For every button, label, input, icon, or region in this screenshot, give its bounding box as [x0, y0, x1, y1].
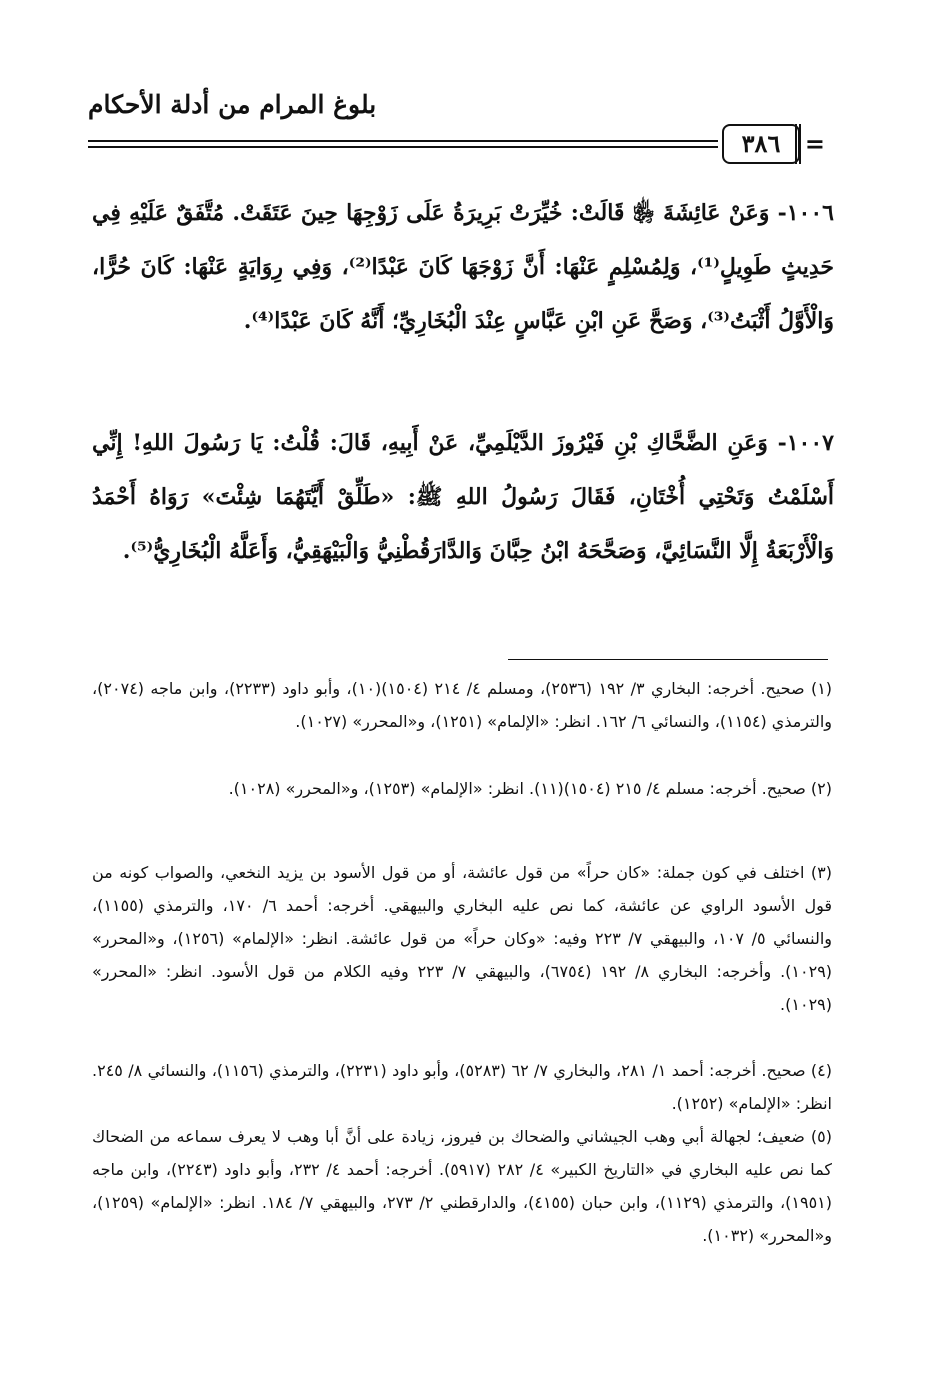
- page-number: ٣٨٦: [722, 124, 800, 164]
- footnote-2: (٢) صحيح. أخرجه: مسلم ٤/ ٢١٥ (١٥٠٤)(١١). انظر: «الإلمام» (١٢٥٣)، و«المحرر» (١٠٢٨).: [228, 779, 832, 798]
- footnote-3: (٣) اختلف في كون جملة: «كان حراً» من قول عائشة، أو من قول الأسود بن يزيد النخعي، والصواب كونه من قول الأسود الراوي عن عائشة، كما نص عليه البخاري والبيهقي. أخرجه: أحمد ٦/ ١٧٠، والترمذي (١١٥٥)، والنسائي ٥/ ١٠٧، والبيهقي ٧/ ٢٢٣ وفيه: «وكان حراً» من قول عائشة. انظر: «الإلمام» (١٢٥٦)، و«المحرر» (١٠٢٩). وأخرجه: البخاري ٨/ ١٩٢ (٦٧٥٤)، والبيهقي ٧/ ٢٢٣ وفيه الكلام من قول الأسود. انظر: «المحرر» (١٠٢٩).: [92, 863, 833, 1014]
- hadith-1006: ١٠٠٦- وَعَنْ عَائِشَةَ ﵂ قَالَتْ: خُيِّرَتْ بَرِيرَةُ عَلَى زَوْجِهَا حِينَ عَتَقَتْ. مُتَّفَقٌ عَلَيْهِ فِي حَدِيثٍ طَوِيلٍ⁽¹⁾، وَلِمُسْلِمٍ عَنْهَا: أَنَّ زَوْجَهَا كَانَ عَبْدًا⁽²⁾، وَفِي رِوَايَةٍ عَنْهَا: كَانَ حُرًّا، وَالْأَوَّلُ أَثْبَتُ⁽³⁾، وَصَحَّ عَنِ ابْنِ عَبَّاسٍ عِنْدَ الْبُخَارِيِّ؛ أَنَّهُ كَانَ عَبْدًا⁽⁴⁾.: [92, 200, 834, 334]
- footnote-5: (٥) ضعيف؛ لجهالة أبي وهب الجيشاني والضحاك بن فيروز، زيادة على أنَّ أبا وهب لا يعرف سماعه من الضحاك كما نص عليه البخاري في «التاريخ الكبير» ٤/ ٢٨٢ (٥٩١٧). أخرجه: أحمد ٤/ ٢٣٢، وأبو داود (٢٢٤٣)، وابن ماجه (١٩٥١)، والترمذي (١١٢٩)، وابن حبان (٤١٥٥)، والدارقطني ٢/ ٢٧٣، والبيهقي ٧/ ١٨٤. انظر: «الإلمام» (١٢٥٩)، و«المحرر» (١٠٣٢).: [92, 1127, 833, 1245]
- page-number-marker: =: [804, 129, 825, 158]
- hadith-1007: ١٠٠٧- وَعَنِ الضَّحَّاكِ بْنِ فَيْرُوزَ الدَّيْلَمِيِّ، عَنْ أَبِيهِ، قَالَ: قُلْتُ: يَا رَسُولَ اللهِ! إِنِّي أَسْلَمْتُ وَتَحْتِي أُخْتَانِ، فَقَالَ رَسُولُ اللهِ ﷺ: «طَلِّقْ أَيَّتَهُمَا شِئْتَ» رَوَاهُ أَحْمَدُ وَالْأَرْبَعَةُ إِلَّا النَّسَائِيَّ، وَصَحَّحَهُ ابْنُ حِبَّانَ وَالدَّارَقُطْنِيُّ وَالْبَيْهَقِيُّ، وَأَعَلَّهُ الْبُخَارِيُّ⁽⁵⁾.: [92, 430, 834, 564]
- header-rule-top: [88, 140, 718, 142]
- footnote-divider: [508, 659, 828, 660]
- footnote-4: (٤) صحيح. أخرجه: أحمد ١/ ٢٨١، والبخاري ٧/ ٦٢ (٥٢٨٣)، وأبو داود (٢٢٣١)، والترمذي (١١٥٦)، والنسائي ٨/ ٢٤٥. انظر: «الإلمام» (١٢٥٢).: [92, 1061, 833, 1113]
- running-header-title: بلوغ المرام من أدلة الأحكام: [88, 90, 377, 119]
- header-rule-bottom: [88, 146, 718, 148]
- footnote-1: (١) صحيح. أخرجه: البخاري ٣/ ١٩٢ (٢٥٣٦)، ومسلم ٤/ ٢١٤ (١٥٠٤)(١٠)، وأبو داود (٢٢٣٣)، وابن ماجه (٢٠٧٤)، والترمذي (١١٥٤)، والنسائي ٦/ ١٦٢. انظر: «الإلمام» (١٢٥١)، و«المحرر» (١٠٢٧).: [92, 679, 833, 731]
